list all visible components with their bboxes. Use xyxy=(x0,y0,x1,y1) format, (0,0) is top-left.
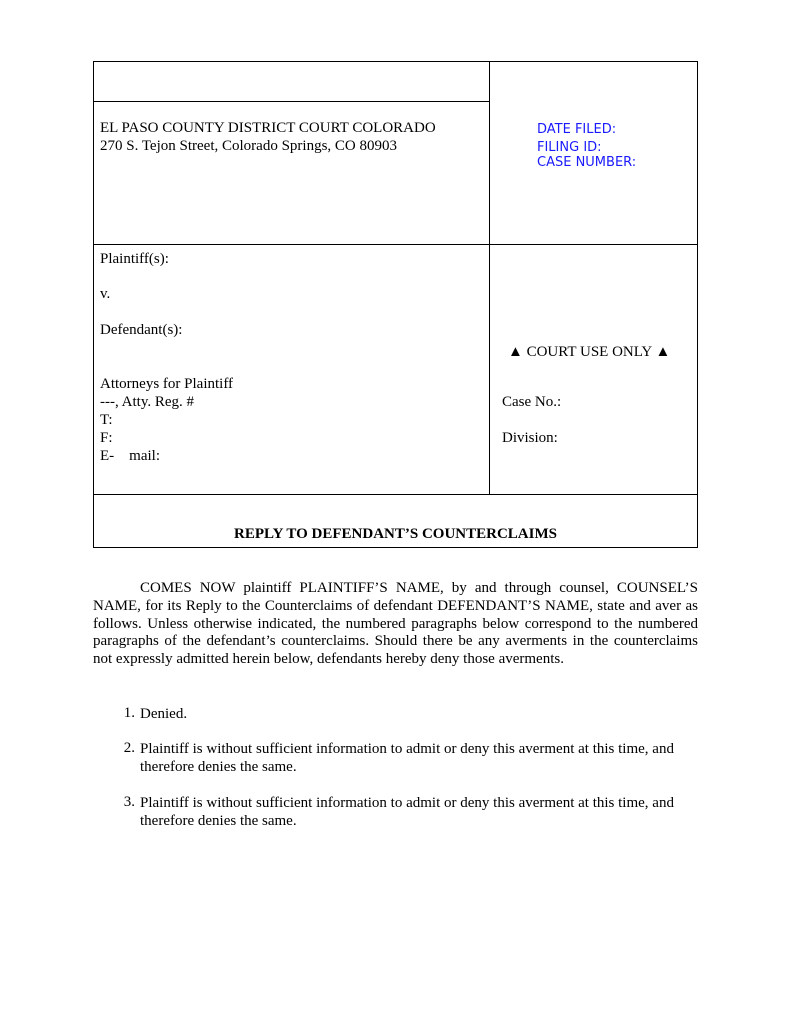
attorney-email: E- mail: xyxy=(100,448,160,464)
caption-divider-bottom xyxy=(94,494,697,495)
document-title: REPLY TO DEFENDANT’S COUNTERCLAIMS xyxy=(234,526,557,542)
date-filed-label: DATE FILED: xyxy=(537,122,617,137)
caption-divider-vertical xyxy=(489,62,490,495)
item-number: 3. xyxy=(123,794,135,810)
court-address: 270 S. Tejon Street, Colorado Springs, CO 80903 xyxy=(100,138,398,154)
court-name: EL PASO COUNTY DISTRICT COURT COLORADO xyxy=(100,120,436,136)
caption-divider-top xyxy=(94,101,489,102)
intro-paragraph xyxy=(93,580,698,669)
item-text: Denied. xyxy=(140,706,188,722)
court-use-only-label: ▲ COURT USE ONLY ▲ xyxy=(508,344,671,360)
item-number: 1. xyxy=(123,705,135,721)
plaintiff-label: Plaintiff(s): xyxy=(100,251,169,267)
item-number: 2. xyxy=(123,740,135,756)
defendant-label: Defendant(s): xyxy=(100,322,183,338)
case-no-label: Case No.: xyxy=(502,394,562,410)
intro-text: COMES NOW plaintiff PLAINTIFF’S NAME, by and through counsel, COUNSEL’S NAME, for its Reply to the Counterclaims of defendant DEFENDANT’S NAME, state and aver as follows. Unless otherwise indicated, the numbered paragraphs below correspond to the numbered paragraphs of the defendant’s counterclaims. Should there be any averments in the counterclaims not expressly admitted herein below, defendants hereby deny those averments. xyxy=(93,580,698,668)
division-label: Division: xyxy=(502,430,558,446)
case-caption-box xyxy=(93,61,698,548)
caption-divider-middle xyxy=(94,244,697,245)
attorney-phone: T: xyxy=(100,412,113,428)
item-text: Plaintiff is without sufficient information to admit or deny this averment at this time, and therefore denies the same. xyxy=(140,795,674,829)
attorney-heading: Attorneys for Plaintiff xyxy=(100,376,234,392)
versus-label: v. xyxy=(100,286,111,302)
filing-id-label: FILING ID: xyxy=(537,140,602,155)
attorney-reg: ---, Atty. Reg. # xyxy=(100,394,195,410)
item-text: Plaintiff is without sufficient information to admit or deny this averment at this time, and therefore denies the same. xyxy=(140,741,674,775)
attorney-fax: F: xyxy=(100,430,113,446)
case-number-label: CASE NUMBER: xyxy=(537,155,637,170)
